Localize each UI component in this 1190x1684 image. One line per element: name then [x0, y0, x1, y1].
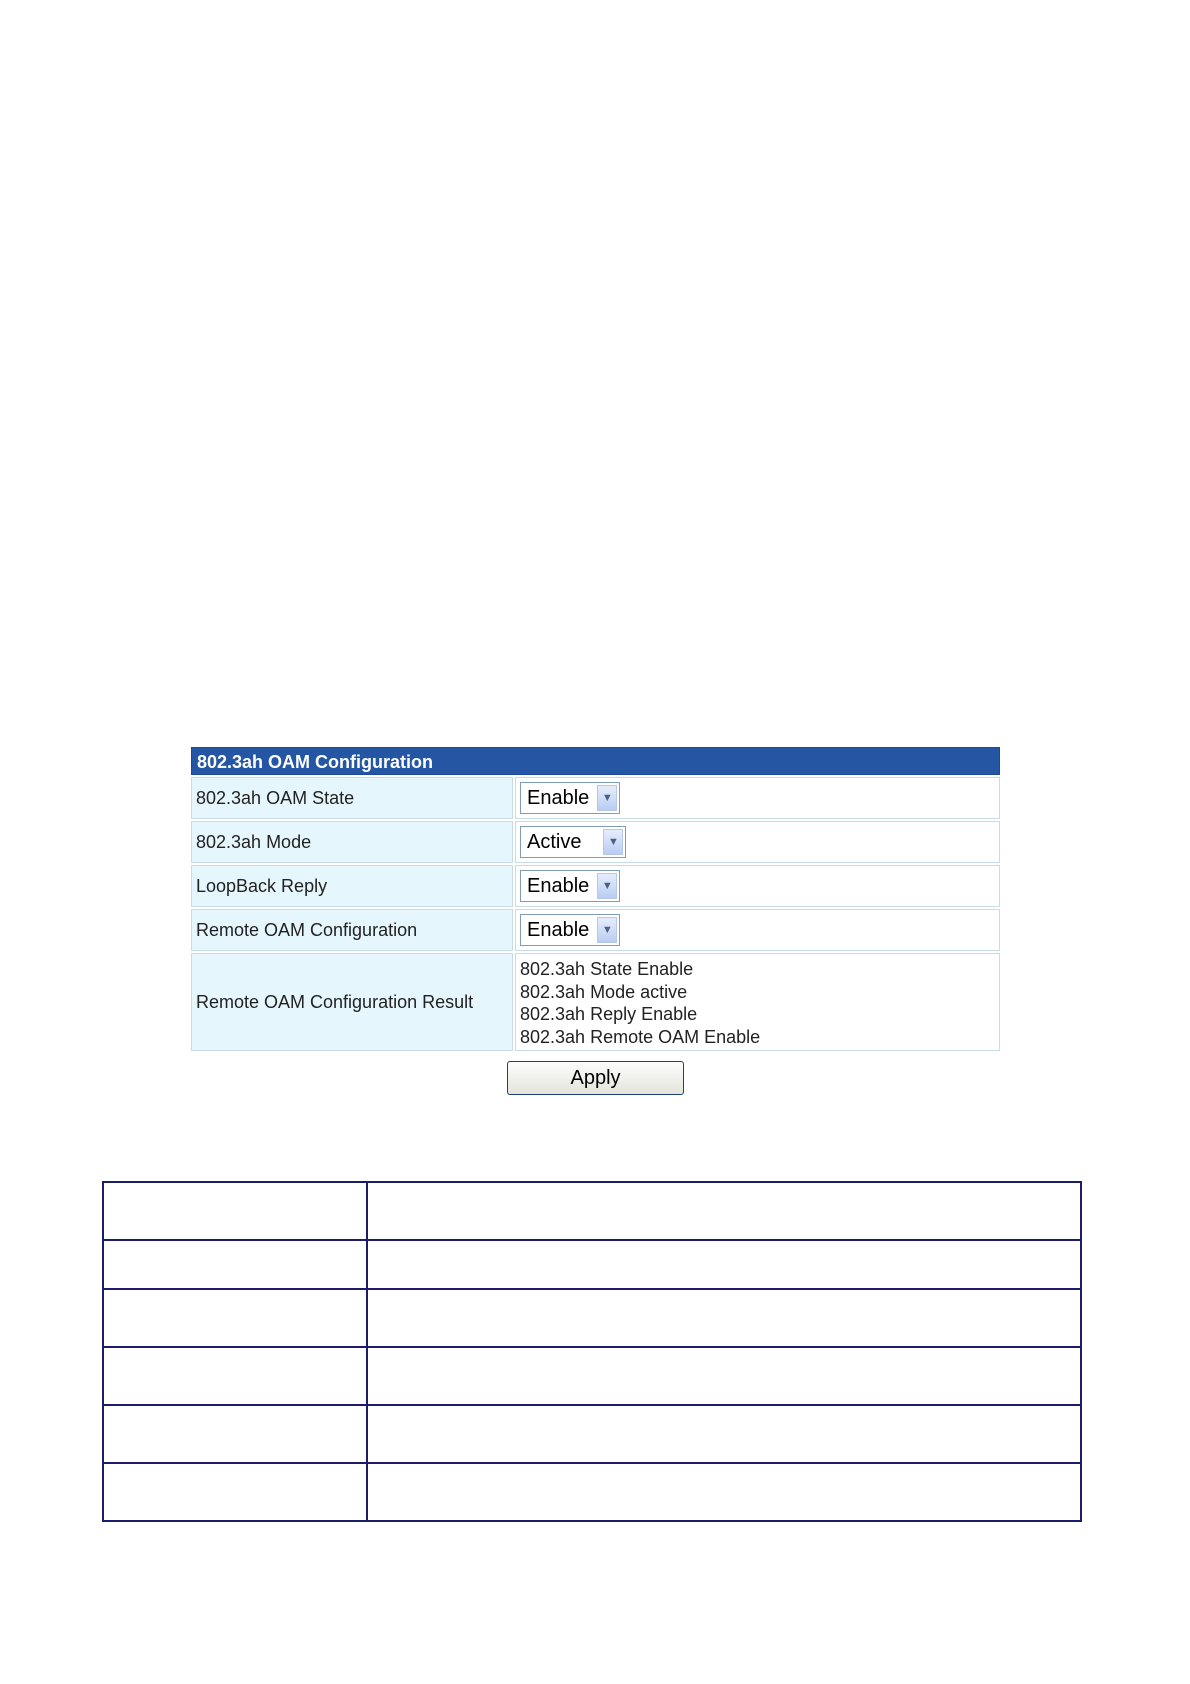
row-oam-state [191, 777, 1000, 819]
loopback-reply-value: Enable [527, 875, 590, 897]
remote-oam-config-label: Remote OAM Configuration [191, 909, 513, 951]
mode-value: Active [527, 831, 582, 853]
panel-title: 802.3ah OAM Configuration [191, 747, 1000, 775]
mode-select[interactable] [520, 826, 626, 858]
chevron-down-icon[interactable]: ▼ [597, 917, 617, 943]
table-row [103, 1240, 1081, 1289]
remote-oam-result-label: Remote OAM Configuration Result [191, 953, 513, 1051]
mode-label: 802.3ah Mode [191, 821, 513, 863]
oam-config-panel [191, 747, 1000, 1051]
table-row [103, 1405, 1081, 1463]
result-line: 802.3ah Remote OAM Enable [520, 1026, 761, 1047]
table-cell [367, 1182, 1081, 1240]
table-row [103, 1289, 1081, 1347]
row-remote-oam-config [191, 909, 1000, 951]
row-mode [191, 821, 1000, 863]
loopback-reply-label: LoopBack Reply [191, 865, 513, 907]
table-cell [103, 1289, 367, 1347]
table-cell [367, 1289, 1081, 1347]
apply-button[interactable]: Apply [507, 1061, 684, 1095]
description-table [102, 1181, 1082, 1522]
table-row [103, 1463, 1081, 1521]
loopback-reply-cell [515, 865, 1000, 907]
apply-wrap [507, 1061, 684, 1095]
oam-state-cell [515, 777, 1000, 819]
table-cell [103, 1347, 367, 1405]
row-loopback-reply [191, 865, 1000, 907]
remote-oam-config-cell [515, 909, 1000, 951]
result-lines [520, 956, 760, 1048]
loopback-reply-select[interactable] [520, 870, 620, 902]
table-cell [103, 1240, 367, 1289]
remote-oam-result-cell [515, 953, 1000, 1051]
result-line: 802.3ah Mode active [520, 981, 688, 1002]
oam-state-value: Enable [527, 787, 590, 809]
table-cell [103, 1405, 367, 1463]
table-cell [367, 1347, 1081, 1405]
oam-state-select[interactable] [520, 782, 620, 814]
table-cell [367, 1405, 1081, 1463]
remote-oam-config-select[interactable] [520, 914, 620, 946]
chevron-down-icon[interactable]: ▼ [603, 829, 623, 855]
oam-state-label: 802.3ah OAM State [191, 777, 513, 819]
mode-cell [515, 821, 1000, 863]
table-cell [367, 1463, 1081, 1521]
remote-oam-config-value: Enable [527, 919, 590, 941]
result-line: 802.3ah Reply Enable [520, 1004, 698, 1024]
table-cell [367, 1240, 1081, 1289]
table-cell [103, 1463, 367, 1521]
row-remote-oam-result [191, 953, 1000, 1051]
chevron-down-icon[interactable]: ▼ [597, 873, 617, 899]
chevron-down-icon[interactable]: ▼ [597, 785, 617, 811]
table-row [103, 1182, 1081, 1240]
table-row [103, 1347, 1081, 1405]
table-cell [103, 1182, 367, 1240]
result-line: 802.3ah State Enable [520, 959, 694, 979]
